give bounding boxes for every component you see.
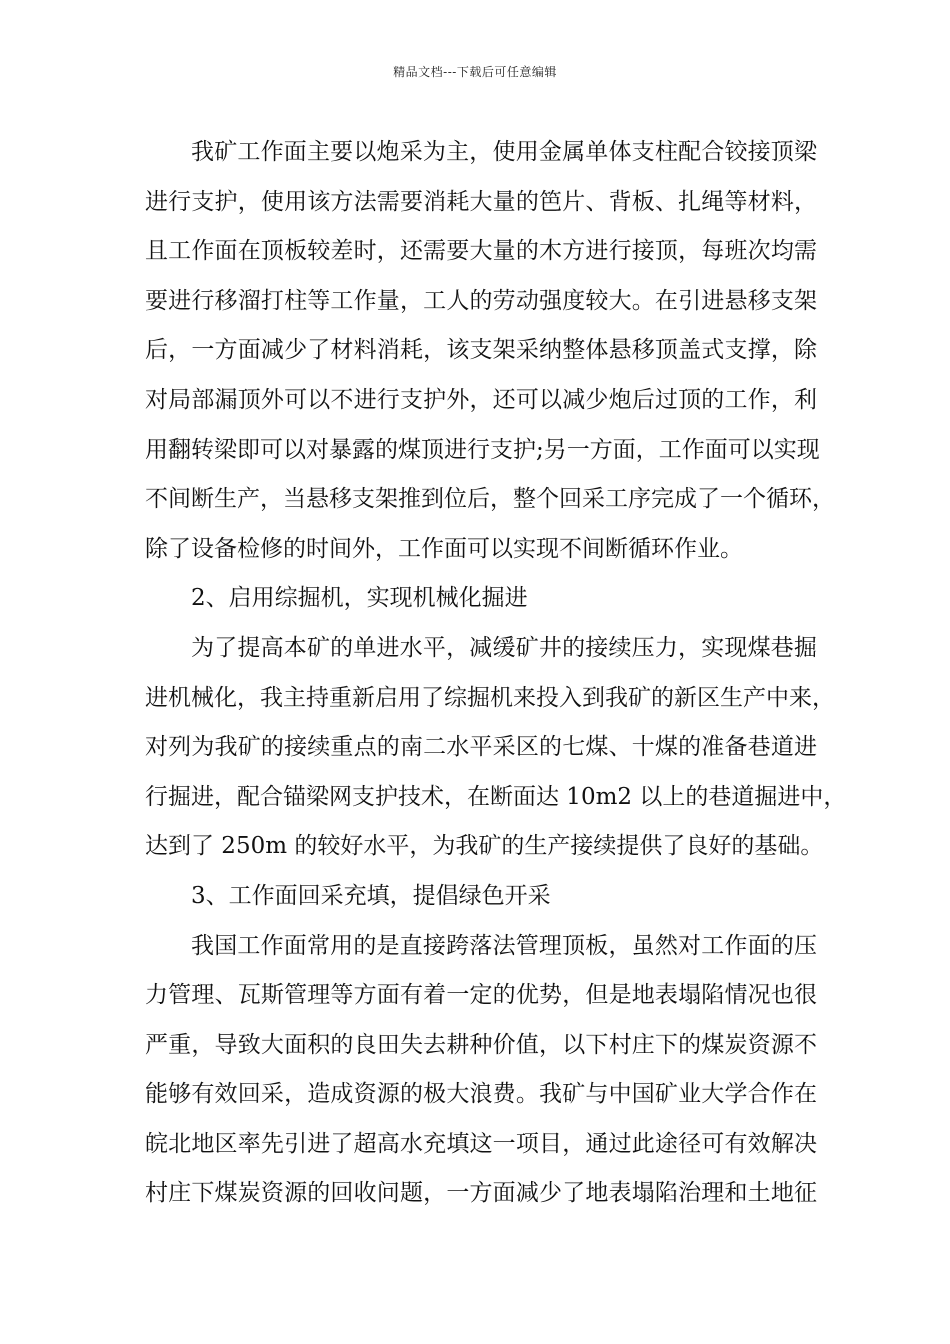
text-line: 对列为我矿的接续重点的南二水平采区的七煤、十煤的准备巷道进	[145, 734, 817, 761]
text-line: 皖北地区率先引进了超高水充填这一项目，通过此途径可有效解决	[145, 1130, 817, 1157]
document-body	[145, 128, 847, 1219]
text-line: 我矿工作面主要以炮采为主，使用金属单体支柱配合铰接顶梁	[191, 139, 817, 165]
text-line: 能够有效回采，造成资源的极大浪费。我矿与中国矿业大学合作在	[145, 1081, 817, 1108]
text-line: 后，一方面减少了材料消耗，该支架采纳整体悬移顶盖式支撑，除	[145, 337, 817, 364]
text-line: 用翻转梁即可以对暴露的煤顶进行支护;另一方面，工作面可以实现	[145, 436, 820, 463]
text-line: 为了提高本矿的单进水平，减缓矿井的接续压力，实现煤巷掘	[191, 634, 817, 661]
text-line: 严重，导致大面积的良田失去耕种价值，以下村庄下的煤炭资源不	[145, 1031, 817, 1058]
text-line: 行掘进，配合锚梁网支护技术，在断面达 10m2 以上的巷道掘进中，	[145, 783, 847, 810]
text-line: 除了设备检修的时间外，工作面可以实现不间断循环作业。	[145, 535, 743, 562]
text-line: 力管理、瓦斯管理等方面有着一定的优势，但是地表塌陷情况也很	[145, 982, 817, 1009]
text-line: 村庄下煤炭资源的回收问题，一方面减少了地表塌陷治理和土地征	[145, 1180, 817, 1207]
section-heading: 3、工作面回采充填，提倡绿色开采	[191, 882, 551, 909]
text-line: 要进行移溜打柱等工作量，工人的劳动强度较大。在引进悬移支架	[145, 287, 817, 314]
section-heading: 2、启用综掘机，实现机械化掘进	[191, 585, 528, 612]
text-line: 达到了 250m 的较好水平，为我矿的生产接续提供了良好的基础。	[145, 833, 824, 860]
text-line: 不间断生产，当悬移支架推到位后，整个回采工序完成了一个循环，	[145, 486, 835, 513]
text-line: 对局部漏顶外可以不进行支护外，还可以减少炮后过顶的工作，利	[145, 386, 817, 413]
text-line: 进机械化，我主持重新启用了综掘机来投入到我矿的新区生产中来，	[145, 684, 835, 711]
text-line: 进行支护，使用该方法需要消耗大量的笆片、背板、扎绳等材料，	[145, 188, 817, 215]
text-line: 我国工作面常用的是直接跨落法管理顶板，虽然对工作面的压	[191, 932, 817, 959]
text-line: 且工作面在顶板较差时，还需要大量的木方进行接顶，每班次均需	[145, 238, 817, 265]
page-header: 精品文档---下载后可任意编辑	[393, 65, 557, 79]
